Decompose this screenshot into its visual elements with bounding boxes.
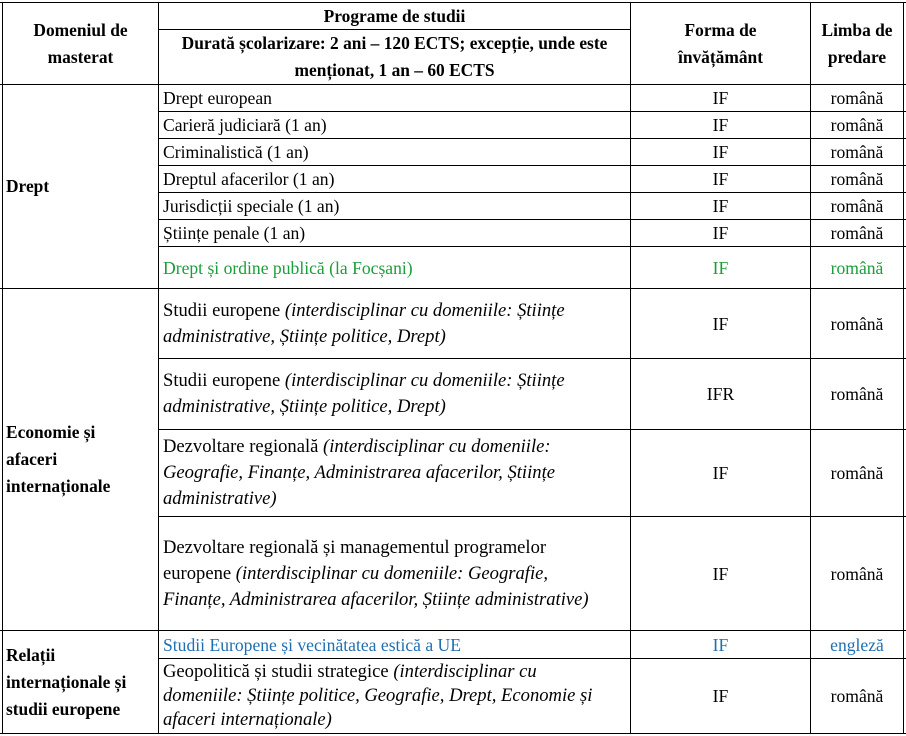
table-row-program (159, 85, 630, 111)
program-name: Studii europene (163, 370, 285, 391)
program-name: Jurisdicții speciale (1 an) (163, 196, 340, 216)
language-value: engleză (830, 634, 884, 655)
table-row-form (631, 247, 810, 288)
table-row-language (811, 139, 903, 165)
table-row-form (631, 659, 810, 733)
program-name: Dezvoltare regională și managementul programelor europene (163, 536, 547, 584)
table-row-form (631, 430, 810, 516)
form-value: IF (712, 463, 729, 483)
table-row-program (159, 247, 630, 288)
program-note: (interdisciplinar cu domeniile: Geografie, Finanțe, Administrarea afacerilor, Științe administrative) (163, 562, 589, 610)
language-value: română (830, 196, 884, 216)
program-name: Studii Europene și vecinătatea estică a UE (163, 634, 462, 655)
program-note: (interdisciplinar cu domeniile: Geografie, Finanțe, Administrarea afacerilor, Științe administrative) (163, 436, 555, 509)
form-value: IFR (706, 384, 735, 404)
table-border-left (2, 2, 3, 734)
form-value: IF (712, 88, 729, 108)
program-name: Dezvoltare regională (163, 436, 324, 457)
form-value: IF (712, 634, 729, 655)
header-domain-label: Domeniul de masterat (33, 19, 128, 67)
language-value: română (830, 169, 884, 189)
table-row-form (631, 193, 810, 219)
program-name: Studii europene (163, 299, 285, 321)
domain-cell (6, 85, 156, 288)
table-row-program (159, 112, 630, 138)
form-value: IF (712, 223, 729, 243)
table-row-language (811, 659, 903, 733)
header-form-label: Forma de învățământ (677, 19, 764, 67)
table-row-program (159, 631, 630, 658)
header-programs-title (159, 3, 630, 29)
table-row-program (159, 517, 630, 630)
table-row-language (811, 289, 903, 358)
form-value: IF (712, 257, 729, 278)
language-value: română (830, 223, 884, 243)
table-row-language (811, 112, 903, 138)
table-row-program (159, 430, 630, 516)
table-row-form (631, 220, 810, 246)
language-value: română (830, 313, 884, 334)
table-row-language (811, 220, 903, 246)
form-value: IF (712, 563, 729, 584)
form-value: IF (712, 313, 729, 334)
form-value: IF (712, 115, 729, 135)
header-language (811, 3, 903, 84)
table-row-language (811, 359, 903, 429)
header-programs-subtitle (159, 30, 630, 84)
program-name: Geopolitică și studii strategice (163, 661, 394, 682)
table-row-form (631, 139, 810, 165)
table-row-program (159, 193, 630, 219)
domain-cell (6, 289, 156, 630)
table-row-program (159, 289, 630, 358)
program-name: Științe penale (1 an) (163, 223, 306, 243)
language-value: română (830, 115, 884, 135)
form-value: IF (712, 196, 729, 216)
table-row-language (811, 85, 903, 111)
program-name: Carieră judiciară (1 an) (163, 115, 327, 135)
form-value: IF (712, 169, 729, 189)
table-row-language (811, 166, 903, 192)
program-note: (interdisciplinar cu domeniile: Științe administrative, Științe politice, Drept) (163, 299, 565, 347)
table-row-program (159, 220, 630, 246)
table-row-program (159, 359, 630, 429)
table-row-language (811, 517, 903, 630)
program-name: Drept european (163, 88, 272, 108)
table-row-language (811, 193, 903, 219)
table-border-bottom (0, 733, 906, 734)
table-row-language (811, 247, 903, 288)
table-border-right (903, 2, 904, 734)
header-programs-title-label: Programe de studii (323, 5, 466, 26)
language-value: română (830, 257, 884, 278)
table-row-form (631, 289, 810, 358)
header-language-label: Limba de predare (821, 19, 893, 67)
domain-label: Economie și afaceri internaționale (6, 422, 111, 496)
form-value: IF (712, 686, 729, 706)
form-value: IF (712, 142, 729, 162)
table-row-form (631, 359, 810, 429)
table-row-program (159, 139, 630, 165)
program-name: Dreptul afacerilor (1 an) (163, 169, 335, 189)
language-value: română (830, 88, 884, 108)
language-value: română (830, 142, 884, 162)
domain-label: Drept (6, 176, 50, 196)
language-value: română (830, 384, 884, 404)
header-domain (3, 3, 158, 84)
table-row-form (631, 517, 810, 630)
header-form (631, 3, 810, 84)
domain-cell (6, 631, 156, 733)
table-row-form (631, 166, 810, 192)
program-note: (interdisciplinar cu domeniile: Științe administrative, Științe politice, Drept) (163, 370, 565, 417)
table-row-form (631, 112, 810, 138)
program-name: Criminalistică (1 an) (163, 142, 309, 162)
table-row-form (631, 85, 810, 111)
table-row-form (631, 631, 810, 658)
table-row-language (811, 430, 903, 516)
language-value: română (830, 463, 884, 483)
domain-label: Relații internaționale și studii europene (6, 644, 127, 719)
program-note: (interdisciplinar cu domeniile: Științe politice, Geografie, Drept, Economie și afaceri internaționale) (163, 661, 593, 730)
table-row-language (811, 631, 903, 658)
language-value: română (830, 686, 884, 706)
header-programs-subtitle-label: Durată școlarizare: 2 ani – 120 ECTS; excepție, unde este menționat, 1 an – 60 ECTS (181, 33, 608, 80)
language-value: română (830, 563, 884, 584)
table-row-program (159, 166, 630, 192)
program-name: Drept și ordine publică (la Focșani) (163, 257, 413, 278)
table-row-program (159, 659, 630, 733)
